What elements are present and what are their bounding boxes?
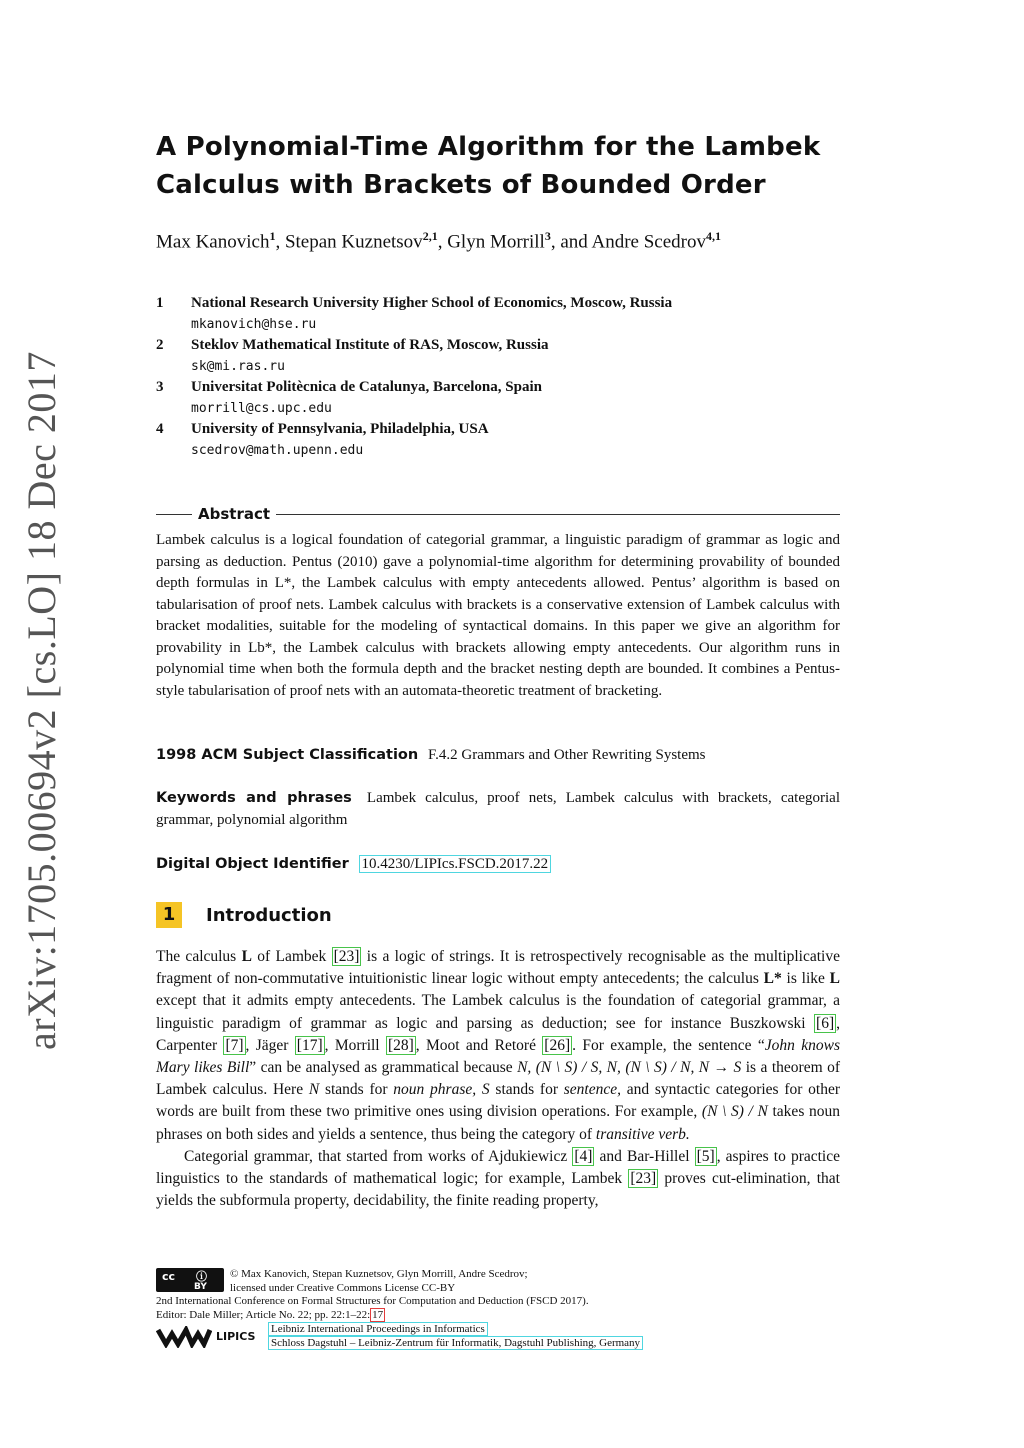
cc-by-badge-icon[interactable]: cc ⓘ BY: [156, 1268, 224, 1292]
conference-line: 2nd International Conference on Formal Structures for Computation and Deduction (FSCD 2017).: [156, 1295, 589, 1307]
math-formula: N, (N \ S) / S, N, (N \ S) / N, N → S: [517, 1059, 742, 1077]
citation-link[interactable]: [5]: [696, 1147, 715, 1165]
citation-link[interactable]: [28]: [387, 1036, 414, 1054]
acm-value: F.4.2 Grammars and Other Rewriting Systems: [427, 747, 706, 763]
paragraph: The calculus L of Lambek [23] is a logic of strings. It is retrospectively recognisable as the multiplicative fragment of non-commutative intuitionistic linear logic without empty antecedents; the calculus L* is like L except that it admits empty antecedents. The Lambek calculus is the foundation of categorial grammar, a linguistic paradigm of grammar as logic and parsing as deduction; see for instance Buszkowski [6] , Carpenter [7] , Jäger [17] , Morrill [28] , Moot and Retoré [26] . For example, the sentence “John knows Mary likes Bill” can be analysed as grammatical because N, (N \ S) / S, N, (N \ S) / N, N → S is a theorem of Lambek calculus. Here N stands for noun phrase, S stands for sentence, and syntactic categories for other words are built from these two primitive ones using division operations. For example, (N \ S) / N takes noun phrases on both sides and yields a sentence, thus being the category of transitive verb.: [156, 948, 841, 1143]
affiliation-email[interactable]: sk@mi.ras.ru: [191, 359, 285, 374]
citation-link[interactable]: [17]: [296, 1036, 323, 1054]
abstract-heading: [156, 505, 840, 523]
affiliation-row: [156, 335, 846, 356]
keywords-label: Keywords and phrases: [156, 790, 352, 806]
citation-link[interactable]: [23]: [630, 1170, 657, 1188]
author-affil-sup: 3: [544, 229, 551, 243]
doi-link[interactable]: 10.4230/LIPIcs.FSCD.2017.22: [359, 855, 552, 873]
lipics-logo-icon: LIPICS: [156, 1326, 268, 1348]
citation-link[interactable]: [4]: [574, 1147, 593, 1165]
section-body: [156, 946, 840, 1212]
affiliation-email[interactable]: mkanovich@hse.ru: [191, 317, 317, 332]
section-number: 1: [156, 902, 182, 928]
math-symbol: L: [829, 970, 840, 988]
affiliation-name: University of Pennsylvania, Philadelphia, USA: [191, 421, 489, 437]
arxiv-sidebar-stamp: arXiv:1705.00694v2 [cs.LO] 18 Dec 2017: [19, 351, 64, 1050]
affiliation-email[interactable]: morrill@cs.upc.edu: [191, 401, 332, 416]
affiliation-num: 3: [156, 379, 164, 395]
affiliation-row: [156, 377, 846, 398]
math-formula: (N \ S) / N: [701, 1103, 768, 1121]
author-affil-sup: 1: [269, 229, 276, 243]
affiliation-row: [156, 293, 846, 314]
abstract-rule-left: [156, 514, 192, 515]
keywords-value: Lambek calculus, proof nets, Lambek calculus with brackets, categorial grammar, polynomial algorithm: [156, 790, 840, 828]
doi-line: [156, 854, 840, 876]
section-title: Introduction: [206, 904, 332, 926]
lipics-series-link[interactable]: Leibniz International Proceedings in Informatics: [268, 1322, 488, 1336]
citation-link[interactable]: [26]: [544, 1036, 571, 1054]
author-name: Andre Scedrov: [591, 231, 706, 253]
abstract-text: Lambek calculus is a logical foundation of categorial grammar, a linguistic paradigm of grammar as logic and parsing as deduction. Pentus (2010) gave a polynomial-time algorithm for determining provability of bounded depth formulas in L*, the Lambek calculus with empty antecedents allowed. Pentus’ algorithm is based on tabularisation of proof nets. Lambek calculus with brackets is a conservative extension of Lambek calculus with bracket modalities, suitable for the modeling of syntactical domains. In this paper we give an algorithm for provability in Lb*, the Lambek calculus with brackets allowing empty antecedents. Our algorithm runs in polynomial time when both the formula depth and the bracket nesting depth are bounded. It combines a Pentus-style tabularisation of proof nets with an automata-theoretic treatment of bracketing.: [156, 532, 840, 699]
affiliation-num: 4: [156, 421, 164, 437]
math-symbol: L*: [763, 970, 782, 988]
acm-classification: [156, 745, 840, 767]
affiliation-num: 1: [156, 295, 164, 311]
acm-label: 1998 ACM Subject Classification: [156, 747, 419, 763]
affiliation-list: [156, 293, 846, 461]
affiliation-row: [156, 419, 846, 440]
license-line: licensed under Creative Commons License CC-BY: [230, 1281, 456, 1294]
publisher-link[interactable]: Schloss Dagstuhl – Leibniz-Zentrum für Informatik, Dagstuhl Publishing, Germany: [268, 1336, 643, 1350]
affiliation-name: Steklov Mathematical Institute of RAS, Moscow, Russia: [191, 337, 549, 353]
abstract-rule-right: [276, 514, 840, 515]
author-name: Stepan Kuznetsov: [284, 231, 423, 253]
page-footer: [156, 1268, 856, 1350]
section-heading: [156, 902, 332, 928]
author-name: Max Kanovich: [156, 231, 270, 253]
citation-link[interactable]: [7]: [225, 1036, 244, 1054]
affiliation-name: Universitat Politècnica de Catalunya, Barcelona, Spain: [191, 379, 542, 395]
total-pages-link[interactable]: 17: [372, 1308, 384, 1321]
copyright-line: © Max Kanovich, Stepan Kuznetsov, Glyn Morrill, Andre Scedrov;: [230, 1268, 528, 1280]
publisher-block: [156, 1323, 856, 1350]
author-list: Max Kanovich$^1$, Stepan Kuznetsov$^{2,1}$, Glyn Morrill$^3$, and Andre Scedrov$^{4,1}$: [156, 229, 721, 253]
author-name: Glyn Morrill: [447, 231, 545, 253]
citation-link[interactable]: [6]: [816, 1014, 835, 1032]
math-symbol: L: [241, 948, 252, 965]
keywords: [156, 788, 840, 831]
author-affil-sup: 4,1: [705, 229, 721, 243]
doi-label: Digital Object Identifier: [156, 856, 349, 872]
paper-title: A Polynomial-Time Algorithm for the Lambek Calculus with Brackets of Bounded Order: [156, 132, 821, 200]
editor-line: Editor: Dale Miller; Article No. 22; pp. 22:1–22: 17: [156, 1308, 384, 1321]
abstract-label: Abstract: [198, 505, 271, 523]
affiliation-name: National Research University Higher School of Economics, Moscow, Russia: [191, 295, 673, 311]
citation-link[interactable]: [23]: [333, 948, 360, 965]
example-sentence: John knows Mary likes Bill: [156, 1036, 840, 1077]
author-affil-sup: 2,1: [422, 229, 438, 243]
license-block: [156, 1268, 856, 1295]
affiliation-num: 2: [156, 337, 164, 353]
paragraph: Categorial grammar, that started from works of Ajdukiewicz [4] and Bar-Hillel [5] , aspires to practice linguistics to the standards of mathematical logic; for example, Lambek [23] proves cut-elimination, that yields the subformula property, decidability, the finite reading property,: [156, 1147, 840, 1210]
affiliation-email[interactable]: scedrov@math.upenn.edu: [191, 443, 364, 458]
